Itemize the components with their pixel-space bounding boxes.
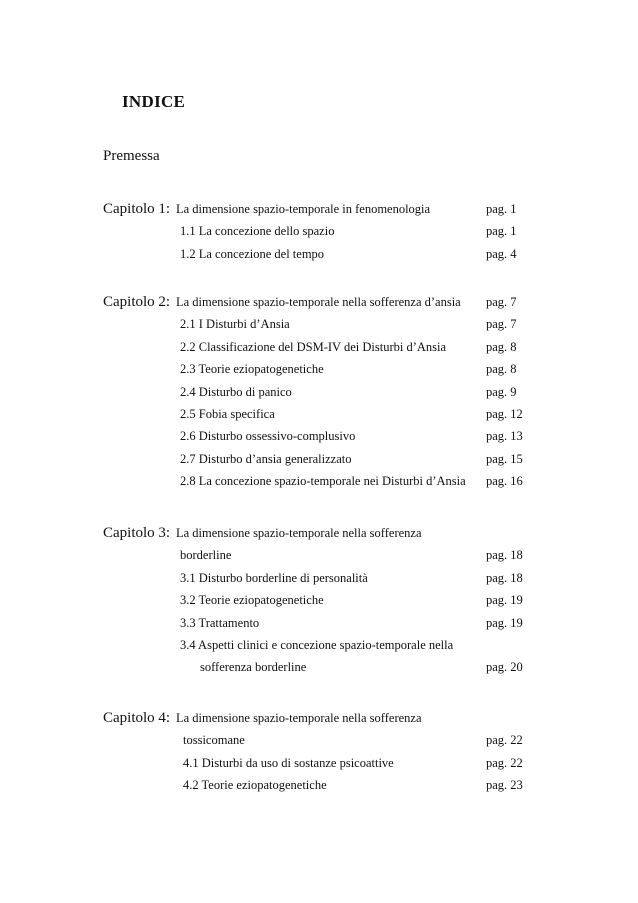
chapter-title: La dimensione spazio-temporale nella sofferenza bbox=[176, 526, 422, 540]
section-title: sofferenza borderline bbox=[200, 660, 307, 675]
page-number: pag. 19 bbox=[486, 593, 523, 608]
section-row bbox=[0, 656, 638, 678]
section-title: 2.8 La concezione spazio-temporale nei Disturbi d’Ansia bbox=[180, 474, 466, 489]
chapter-heading-row bbox=[0, 522, 638, 544]
section-title: 3.4 Aspetti clinici e concezione spazio-temporale nella bbox=[180, 637, 454, 652]
chapter-heading-row bbox=[0, 707, 638, 729]
chapter-2 bbox=[0, 291, 638, 493]
section-title: 2.1 I Disturbi d’Ansia bbox=[180, 317, 290, 332]
section-row bbox=[0, 425, 638, 447]
page-number: pag. 20 bbox=[486, 660, 523, 675]
section-title: 1.1 La concezione dello spazio bbox=[180, 224, 335, 239]
page-number: pag. 19 bbox=[486, 615, 523, 630]
section-title: 2.7 Disturbo d’ansia generalizzato bbox=[180, 451, 352, 466]
page-number: pag. 22 bbox=[486, 755, 523, 770]
chapter-heading-row bbox=[0, 198, 638, 220]
section-title: borderline bbox=[180, 548, 232, 563]
section-row bbox=[0, 589, 638, 611]
section-row bbox=[0, 243, 638, 265]
section-title: 2.5 Fobia specifica bbox=[180, 406, 275, 421]
section-title: 3.1 Disturbo borderline di personalità bbox=[180, 570, 368, 585]
section-row bbox=[0, 729, 638, 751]
page-number: pag. 1 bbox=[486, 224, 517, 239]
index-title: INDICE bbox=[122, 92, 186, 111]
chapter-title: La dimensione spazio-temporale nella sofferenza d’ansia bbox=[176, 295, 461, 309]
section-title: 2.2 Classificazione del DSM-IV dei Disturbi d’Ansia bbox=[180, 339, 447, 354]
page-number: pag. 7 bbox=[486, 317, 517, 332]
page-number: pag. 13 bbox=[486, 429, 523, 444]
section-row bbox=[0, 612, 638, 634]
page-number: pag. 7 bbox=[486, 295, 517, 309]
chapter-number: Capitolo 2: bbox=[103, 294, 171, 310]
section-row bbox=[0, 381, 638, 403]
section-row bbox=[0, 448, 638, 470]
section-title: 2.6 Disturbo ossessivo-complusivo bbox=[180, 429, 356, 444]
section-title: tossicomane bbox=[183, 733, 245, 748]
section-row bbox=[0, 358, 638, 380]
section-title: 3.2 Teorie eziopatogenetiche bbox=[180, 593, 324, 608]
premessa-entry: Premessa bbox=[103, 148, 160, 164]
section-row bbox=[0, 567, 638, 589]
chapter-heading-row bbox=[0, 291, 638, 313]
chapter-title: La dimensione spazio-temporale nella sofferenza bbox=[176, 711, 422, 725]
section-row bbox=[0, 220, 638, 242]
section-title: 1.2 La concezione del tempo bbox=[180, 246, 325, 261]
page-number: pag. 9 bbox=[486, 384, 517, 399]
chapter-1 bbox=[0, 198, 638, 265]
section-title: 2.4 Disturbo di panico bbox=[180, 384, 292, 399]
page-number: pag. 1 bbox=[486, 202, 517, 216]
section-title: 4.1 Disturbi da uso di sostanze psicoattive bbox=[183, 755, 394, 770]
section-title: 2.3 Teorie eziopatogenetiche bbox=[180, 362, 324, 377]
section-row bbox=[0, 403, 638, 425]
page-number: pag. 12 bbox=[486, 406, 523, 421]
chapter-4 bbox=[0, 707, 638, 797]
section-row bbox=[0, 470, 638, 492]
page-number: pag. 8 bbox=[486, 339, 517, 354]
page-number: pag. 16 bbox=[486, 474, 523, 489]
page-number: pag. 15 bbox=[486, 451, 523, 466]
page-number: pag. 4 bbox=[486, 246, 517, 261]
section-row bbox=[0, 634, 638, 656]
section-row bbox=[0, 336, 638, 358]
page-number: pag. 18 bbox=[486, 570, 523, 585]
section-row bbox=[0, 774, 638, 796]
page-number: pag. 18 bbox=[486, 548, 523, 563]
section-row bbox=[0, 544, 638, 566]
page-number: pag. 23 bbox=[486, 778, 523, 793]
chapter-title: La dimensione spazio-temporale in fenomenologia bbox=[176, 202, 431, 216]
page-number: pag. 8 bbox=[486, 362, 517, 377]
chapter-3 bbox=[0, 522, 638, 679]
section-title: 3.3 Trattamento bbox=[180, 615, 260, 630]
section-row bbox=[0, 313, 638, 335]
section-title: 4.2 Teorie eziopatogenetiche bbox=[183, 778, 327, 793]
chapter-number: Capitolo 3: bbox=[103, 525, 171, 541]
chapter-number: Capitolo 4: bbox=[103, 710, 171, 726]
chapter-number: Capitolo 1: bbox=[103, 201, 171, 217]
page-number: pag. 22 bbox=[486, 733, 523, 748]
section-row bbox=[0, 752, 638, 774]
